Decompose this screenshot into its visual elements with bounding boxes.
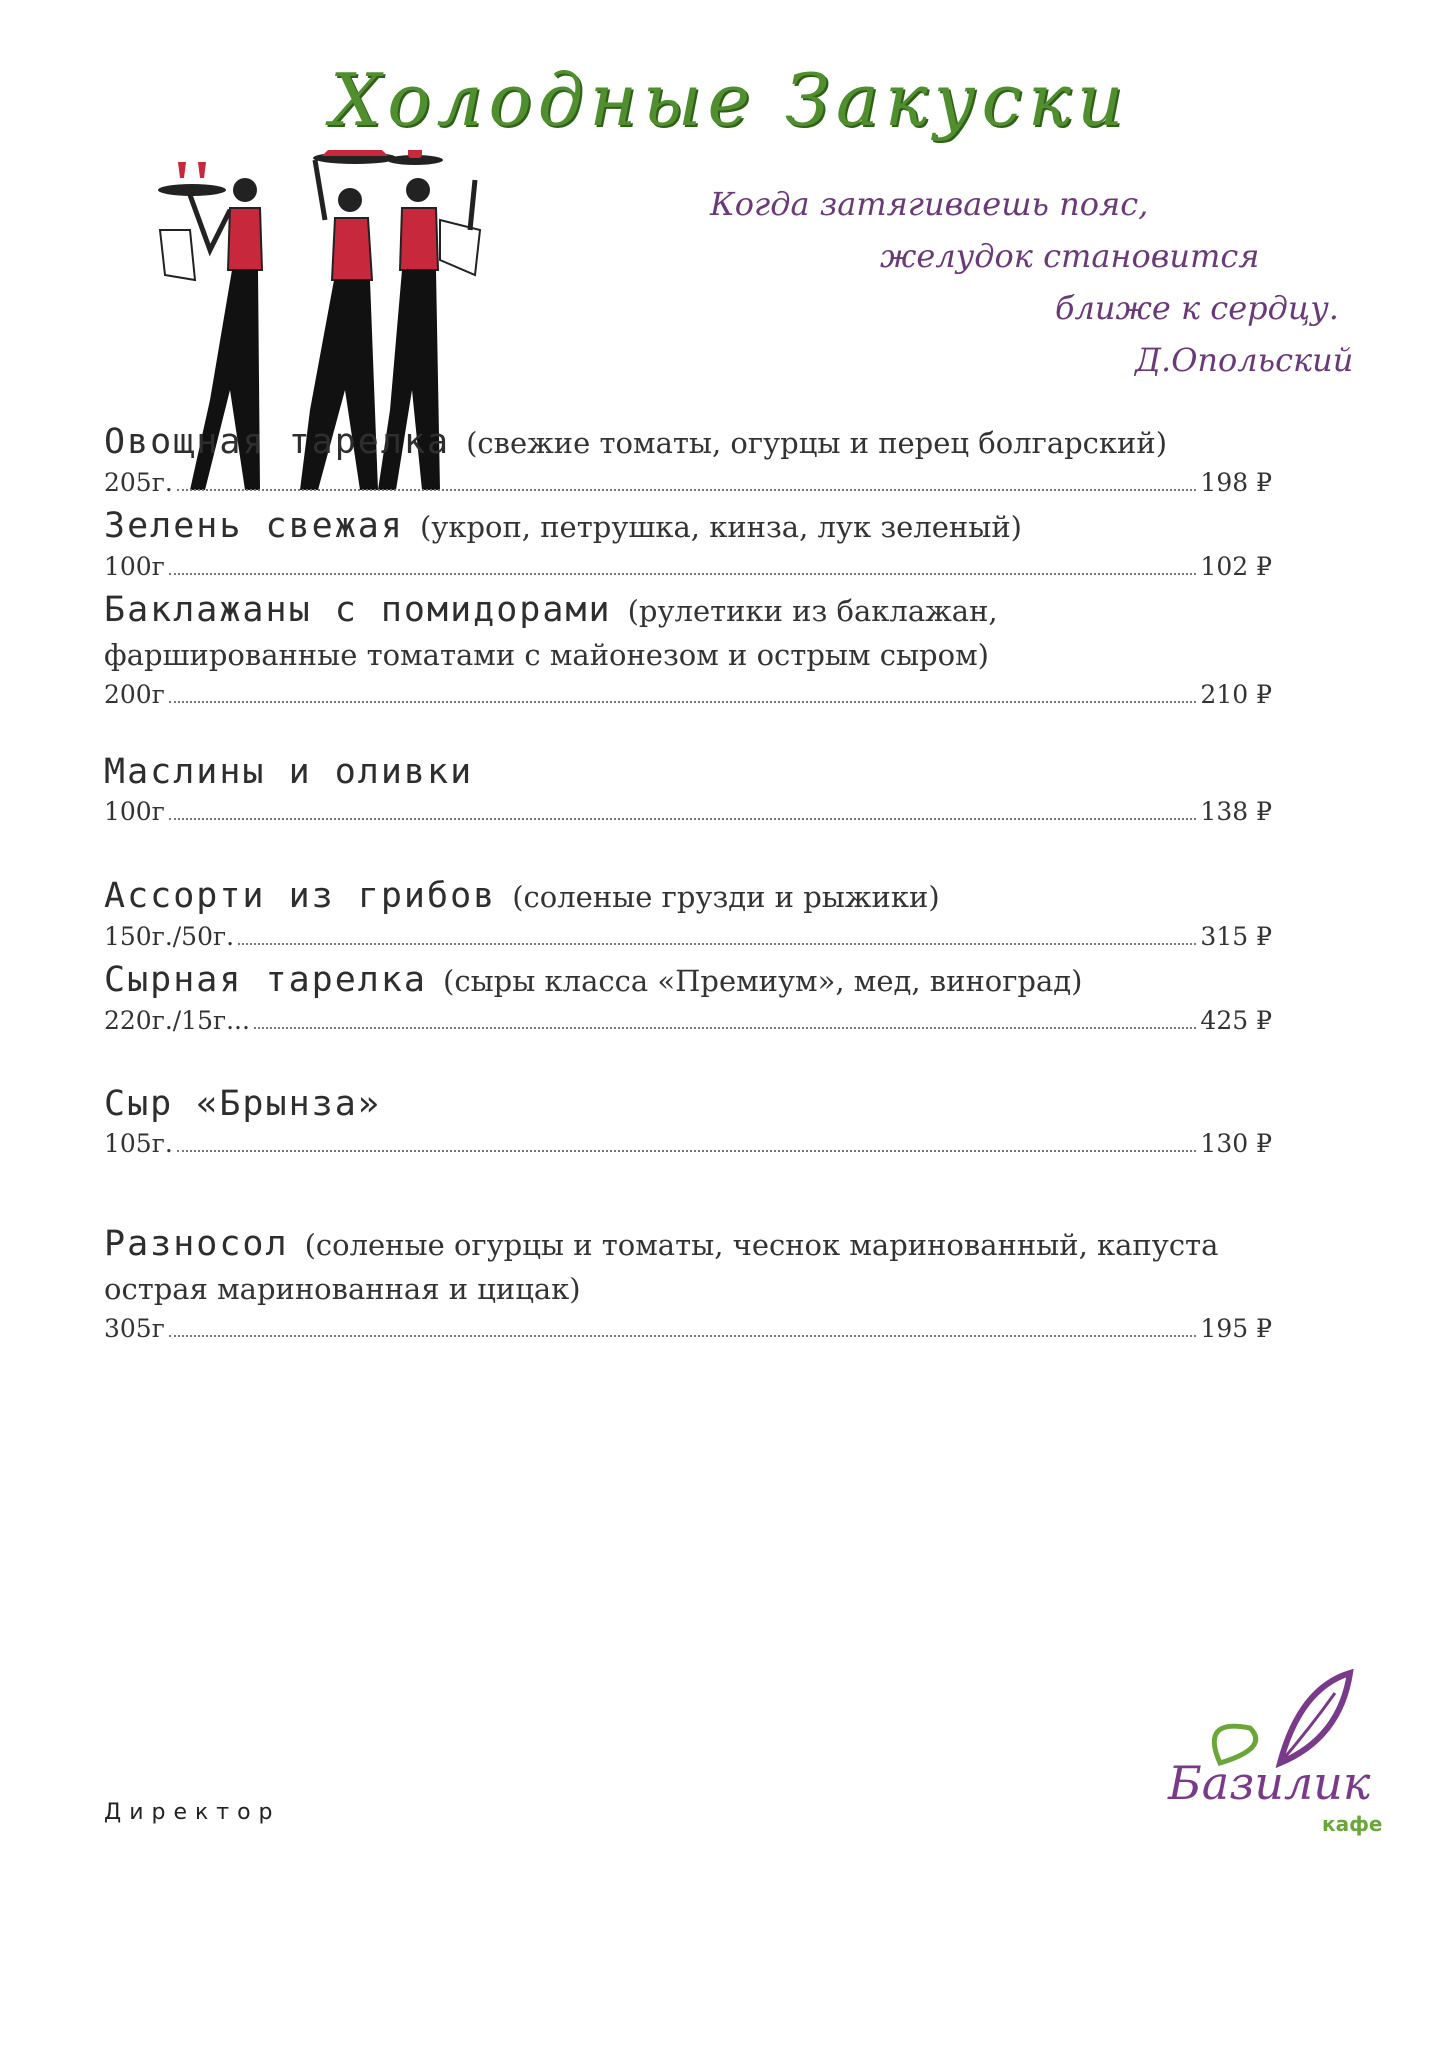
item-price: 195 ₽ (1200, 1314, 1272, 1343)
item-weight: 150г./50г. (104, 922, 235, 951)
item-weight: 100г (104, 552, 165, 581)
menu-item (104, 958, 1272, 1039)
logo-name: Базилик (1168, 1756, 1371, 1810)
menu-item (104, 504, 1272, 585)
item-description: (рулетики из баклажан, (627, 594, 998, 628)
item-name: Зелень свежая (104, 506, 404, 546)
item-name: Разносол (104, 1224, 289, 1264)
item-name: Овощная тарелка (104, 422, 451, 462)
menu-item (104, 874, 1272, 955)
logo-subtitle: кафе (1322, 1812, 1383, 1836)
item-weight: 205г. (104, 468, 173, 497)
item-description: (укроп, петрушка, кинза, лук зеленый) (419, 510, 1022, 544)
item-weight: 100г (104, 797, 165, 826)
item-price: 315 ₽ (1200, 922, 1272, 951)
menu-item (104, 750, 1272, 830)
quote-author: Д.Опольский (1135, 341, 1354, 379)
item-weight: 220г./15г... (104, 1006, 250, 1035)
item-description-continued: фаршированные томатами с майонезом и острым сыром) (104, 638, 989, 672)
item-weight: 200г (104, 680, 165, 709)
item-description: (сыры класса «Премиум», мед, виноград) (443, 964, 1083, 998)
item-description-continued: острая маринованная и цицак) (104, 1272, 581, 1306)
item-weight: 305г (104, 1314, 165, 1343)
item-description: (свежие томаты, огурцы и перец болгарский) (466, 426, 1168, 460)
item-weight: 105г. (104, 1129, 173, 1158)
director-signature: Директор (104, 1800, 281, 1825)
menu-item (104, 588, 1272, 713)
menu-item (104, 1082, 1272, 1162)
epigraph-quote (680, 178, 1354, 386)
quote-line-3: ближе к сердцу. (1055, 289, 1339, 327)
quote-line-1: Когда затягиваешь пояс, (710, 185, 1149, 223)
quote-line-2: желудок становится (880, 237, 1260, 275)
item-price: 198 ₽ (1200, 468, 1272, 497)
item-name: Баклажаны с помидорами (104, 590, 612, 630)
item-price: 210 ₽ (1200, 680, 1272, 709)
item-price: 102 ₽ (1200, 552, 1272, 581)
item-name: Маслины и оливки (104, 752, 474, 792)
item-description: (соленые грузди и рыжики) (512, 880, 940, 914)
cafe-logo (1160, 1668, 1400, 1848)
item-name: Ассорти из грибов (104, 876, 497, 916)
item-price: 130 ₽ (1200, 1129, 1272, 1158)
page-title: Холодные Закуски (330, 58, 1130, 142)
item-description: (соленые огурцы и томаты, чеснок маринованный, капуста (304, 1228, 1219, 1262)
item-price: 425 ₽ (1200, 1006, 1272, 1035)
item-name: Сыр «Брынза» (104, 1084, 381, 1124)
item-name: Сырная тарелка (104, 960, 428, 1000)
item-price: 138 ₽ (1200, 797, 1272, 826)
menu-item (104, 1222, 1272, 1347)
menu-item (104, 420, 1272, 501)
